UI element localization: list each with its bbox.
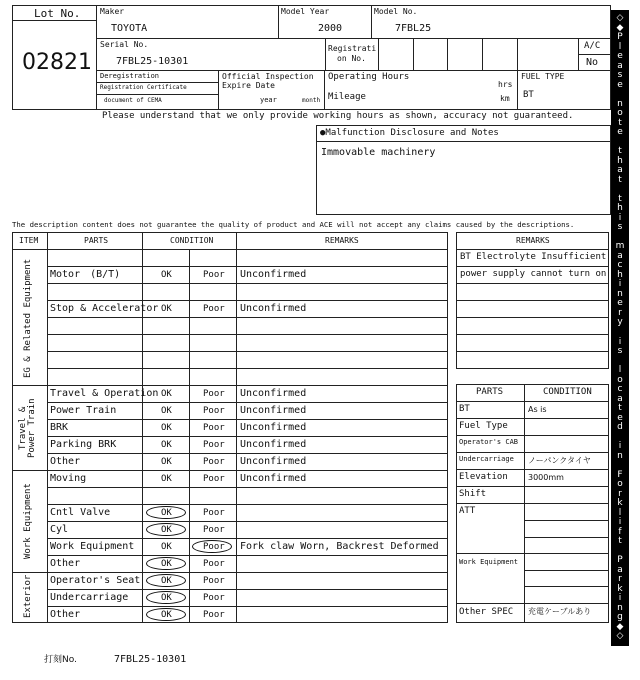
banner-char: o (617, 479, 623, 490)
part-label: Cntl Valve (50, 506, 111, 518)
banner-char: e (617, 51, 623, 62)
remark-text: Fork claw Worn, Backrest Deformed (240, 540, 439, 552)
operating-hours-label: Operating Hours (328, 72, 410, 82)
banner-char: i (618, 336, 622, 347)
disclaimer: The description content does not guarantee the quality of product and ACE will not accept any claims caused by the descriptions. (12, 220, 575, 229)
part-label: BRK (50, 421, 69, 433)
part-label: Motor (B/T) (50, 268, 121, 280)
ok-circle-mark (146, 591, 186, 604)
banner-char: a (617, 564, 623, 575)
condition-poor: Poor (203, 558, 225, 569)
banner-char: i (618, 212, 622, 223)
registration-label: Registrati (328, 44, 377, 53)
lot-number: 02821 (22, 50, 92, 75)
model-no-label: Model No. (374, 7, 418, 16)
banner-char: a (617, 165, 623, 176)
banner-char: s (617, 70, 623, 81)
remark-text: Unconfirmed (240, 455, 307, 467)
condition-poor: Poor (203, 541, 225, 552)
banner-char: o (617, 108, 623, 119)
banner-char: k (617, 583, 623, 594)
side-remark-line: power supply cannot turn on (460, 269, 607, 279)
group-eg-label: EG & Related Equipment (23, 258, 33, 378)
banner-char: s (617, 222, 623, 233)
banner-char: c (617, 260, 623, 271)
remark-text: Unconfirmed (240, 421, 307, 433)
condition-ok: OK (161, 575, 172, 586)
condition-poor: Poor (203, 388, 225, 399)
condition-ok: OK (161, 422, 172, 433)
group-work-label: Work Equipment (23, 483, 33, 559)
condition-poor: Poor (203, 524, 225, 535)
condition-ok: OK (161, 541, 172, 552)
part-label: Travel & Operation (50, 387, 159, 399)
side-part-condition: 3000mm (528, 473, 564, 482)
side-part-label: ATT (459, 506, 476, 516)
condition-ok: OK (161, 558, 172, 569)
banner-char: f (618, 526, 622, 537)
side-remarks-header: REMARKS (516, 236, 550, 245)
banner-char: n (617, 98, 623, 109)
ok-circle-mark (146, 574, 186, 587)
banner-char: ◆ (616, 22, 624, 33)
inspection-label-2: Expire Date (222, 81, 275, 90)
banner-char: i (618, 517, 622, 528)
side-remark-line: BT Electrolyte Insufficient (460, 252, 607, 262)
banner-char: t (618, 146, 622, 157)
banner-char: t (618, 403, 622, 414)
banner-char: h (617, 155, 623, 166)
year-label: year (260, 96, 277, 104)
fuel-type-label: FUEL TYPE (521, 72, 565, 81)
banner-char: r (618, 488, 622, 499)
side-parts-header: PARTS (476, 387, 504, 397)
banner-char: n (617, 450, 623, 461)
poor-circle-mark (192, 540, 232, 553)
ok-circle-mark (146, 506, 186, 519)
condition-poor: Poor (203, 507, 225, 518)
part-label: Other (50, 557, 81, 569)
header-parts: PARTS (84, 236, 109, 245)
banner-char: ◇ (616, 13, 624, 23)
lot-label: Lot No. (34, 7, 81, 20)
remark-text: Unconfirmed (240, 438, 307, 450)
banner-char: m (615, 241, 625, 252)
fuel-type-value: BT (523, 90, 534, 100)
side-part-label: BT (459, 404, 470, 414)
side-part-label: Other SPEC (459, 607, 514, 617)
banner-char: y (617, 317, 623, 328)
banner-char: ◇ (616, 631, 624, 642)
condition-ok: OK (161, 507, 172, 518)
banner-char: P (617, 32, 623, 43)
banner-char: i (618, 279, 622, 290)
mileage-label: Mileage (328, 92, 366, 102)
banner-char: h (617, 203, 623, 214)
banner-char: c (617, 384, 623, 395)
condition-ok: OK (161, 456, 172, 467)
ac-label: A/C (584, 41, 601, 51)
condition-poor: Poor (203, 456, 225, 467)
side-part-label: Operator's CAB (459, 438, 519, 446)
banner-char: r (618, 307, 622, 318)
remark-text: Unconfirmed (240, 404, 307, 416)
model-year-value: 2000 (318, 23, 343, 34)
banner-char: r (618, 574, 622, 585)
registration-certificate-label: Registration Certificate (100, 84, 187, 91)
side-part-label: Elevation (459, 472, 508, 482)
banner-char: o (617, 374, 623, 385)
remark-text: Unconfirmed (240, 302, 307, 314)
condition-ok: OK (161, 269, 172, 280)
banner-char: F (617, 469, 623, 480)
part-label: Cyl (50, 523, 69, 535)
banner-char: P (617, 555, 623, 566)
group-exterior-label: Exterior (23, 574, 33, 618)
malfunction-title: ●Malfunction Disclosure and Notes (320, 128, 499, 138)
remark-text: Unconfirmed (240, 268, 307, 280)
banner-char: n (617, 602, 623, 613)
deregistration-label: Deregistration (100, 72, 160, 80)
condition-poor: Poor (203, 575, 225, 586)
banner-char: i (618, 593, 622, 604)
condition-ok: OK (161, 609, 172, 620)
part-label: Moving (50, 472, 87, 484)
part-label: Other (50, 608, 81, 620)
banner-char: t (618, 174, 622, 185)
banner-char: e (617, 412, 623, 423)
banner-char: a (617, 250, 623, 261)
banner-char: n (617, 288, 623, 299)
condition-ok: OK (161, 303, 172, 314)
banner-char: e (617, 127, 623, 138)
header-condition: CONDITION (170, 236, 214, 245)
group-travel-label: Travel & Power Train (18, 398, 37, 458)
banner-char: e (617, 298, 623, 309)
banner-char: e (617, 79, 623, 90)
side-part-label: Undercarriage (459, 455, 514, 463)
side-part-label: Shift (459, 489, 487, 499)
ok-circle-mark (146, 523, 186, 536)
model-year-label: Model Year (281, 7, 330, 16)
banner-char: ◆ (616, 621, 624, 632)
malfunction-box (316, 125, 611, 215)
part-label: Undercarriage (50, 591, 129, 603)
maker-value: TOYOTA (111, 23, 148, 34)
stamp-no-value: 7FBL25-10301 (114, 654, 187, 665)
part-label: Other (50, 455, 81, 467)
condition-ok: OK (161, 405, 172, 416)
banner-char: g (617, 612, 623, 623)
banner-char: i (618, 441, 622, 452)
banner-char: l (618, 507, 622, 518)
part-label: Stop & Accelerator (50, 302, 159, 314)
registration-label-2: on No. (337, 54, 366, 63)
banner-char: t (618, 193, 622, 204)
mileage-unit: km (500, 94, 510, 103)
header-remarks: REMARKS (325, 236, 359, 245)
hours-unit: hrs (498, 80, 513, 89)
condition-poor: Poor (203, 609, 225, 620)
side-part-condition: 充電ケーブルあり (528, 607, 592, 616)
side-banner (611, 10, 629, 646)
banner-char: k (617, 498, 623, 509)
part-label: Parking BRK (50, 438, 117, 450)
condition-poor: Poor (203, 303, 225, 314)
condition-poor: Poor (203, 592, 225, 603)
condition-ok: OK (161, 388, 172, 399)
condition-ok: OK (161, 439, 172, 450)
condition-ok: OK (161, 592, 172, 603)
condition-poor: Poor (203, 405, 225, 416)
hours-notice: Please understand that we only provide working hours as shown, accuracy not guaranteed. (102, 111, 574, 121)
banner-char: t (618, 117, 622, 128)
month-label: month (302, 97, 321, 104)
side-condition-header: CONDITION (543, 387, 592, 397)
remark-text: Unconfirmed (240, 387, 307, 399)
banner-char: l (618, 41, 622, 52)
model-no-value: 7FBL25 (395, 23, 432, 34)
side-part-condition: As is (528, 405, 547, 414)
malfunction-text: Immovable machinery (321, 147, 436, 158)
banner-char: t (618, 536, 622, 547)
serial-label: Serial No. (100, 40, 149, 49)
part-label: Operator's Seat (50, 574, 141, 586)
banner-char: a (617, 60, 623, 71)
header-item: ITEM (19, 236, 39, 245)
banner-char: d (617, 422, 623, 433)
side-part-label: Work Equipment (459, 558, 519, 566)
stamp-no-label: 打刻No. (44, 655, 77, 665)
condition-poor: Poor (203, 473, 225, 484)
banner-char: a (617, 393, 623, 404)
condition-ok: OK (161, 524, 172, 535)
ac-value: No (586, 57, 599, 68)
banner-char: h (617, 269, 623, 280)
ok-circle-mark (146, 557, 186, 570)
inspection-label: Official Inspection (222, 72, 314, 81)
remark-text: Unconfirmed (240, 472, 307, 484)
serial-value: 7FBL25-10301 (116, 56, 189, 67)
side-part-label: Fuel Type (459, 421, 508, 431)
condition-poor: Poor (203, 422, 225, 433)
condition-poor: Poor (203, 439, 225, 450)
maker-label: Maker (100, 7, 125, 16)
side-part-condition: ノーパンクタイヤ (528, 456, 591, 465)
ok-circle-mark (146, 608, 186, 621)
condition-ok: OK (161, 473, 172, 484)
cema-document-label: document of CEMA (104, 97, 162, 104)
part-label: Work Equipment (50, 540, 135, 552)
condition-poor: Poor (203, 269, 225, 280)
banner-char: s (617, 346, 623, 357)
banner-char: l (618, 365, 622, 376)
part-label: Power Train (50, 404, 117, 416)
